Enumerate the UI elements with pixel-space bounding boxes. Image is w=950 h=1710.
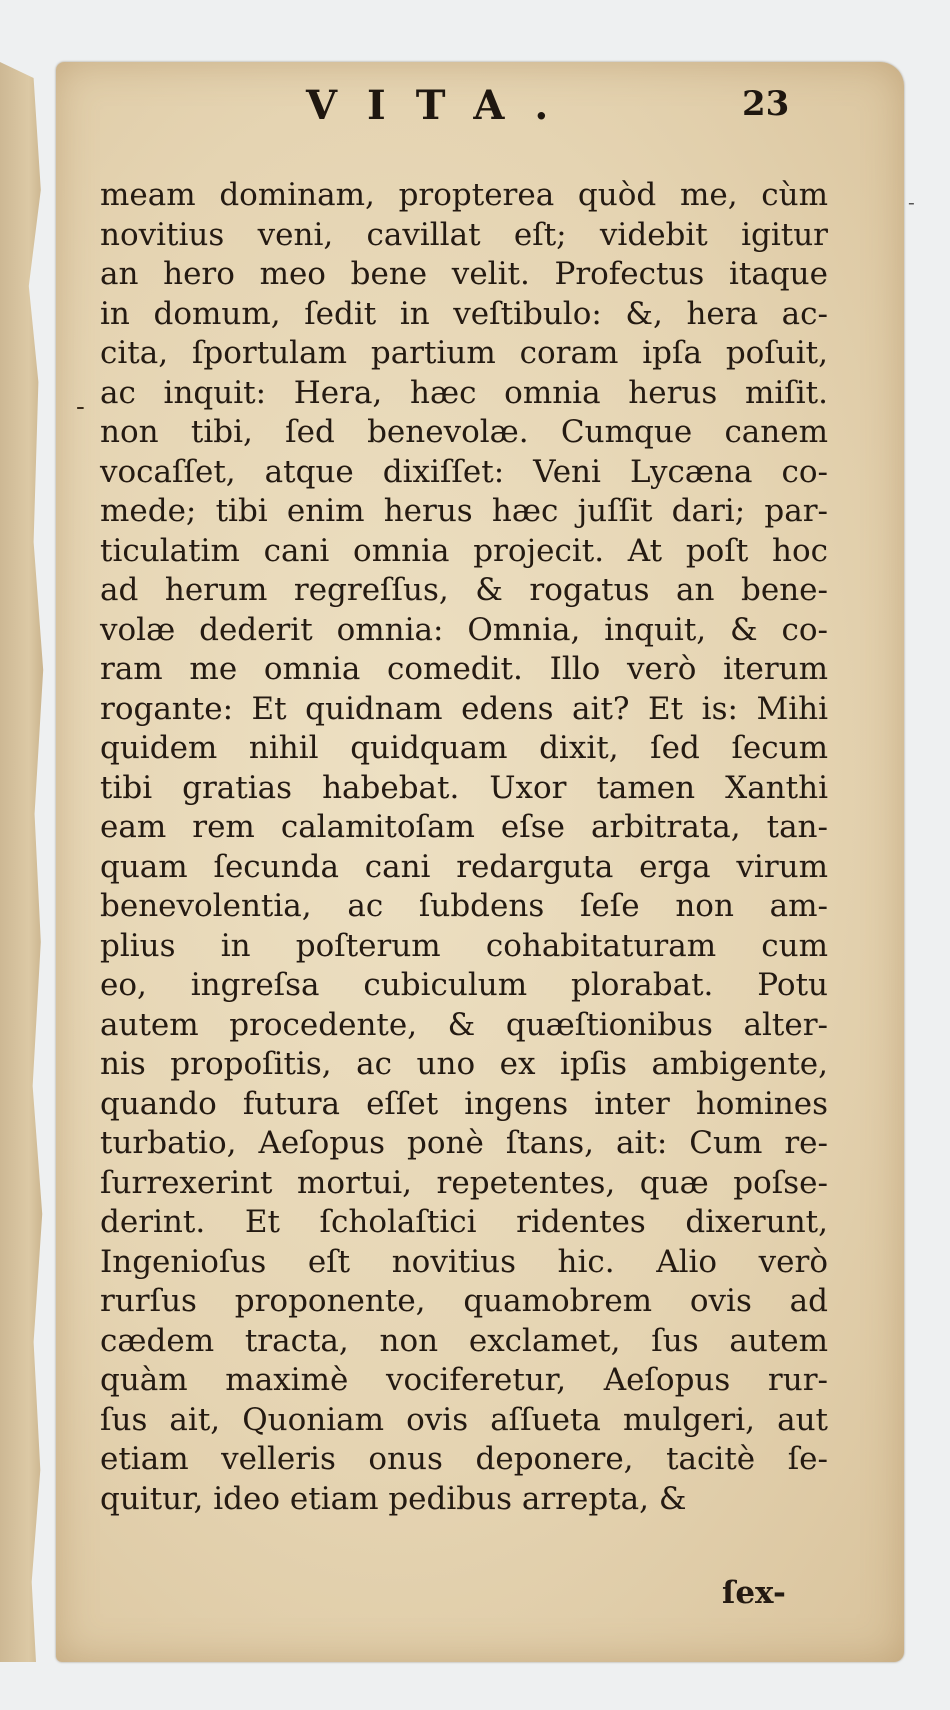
- text-line: ram me omnia comedit. Illo verò iterum: [100, 651, 828, 687]
- text-line: ticulatim cani omnia projecit. At poſt hoc: [100, 532, 828, 569]
- text-line: cædem tracta, non exclamet, ſus autem: [100, 1322, 828, 1359]
- text-line: turbatio, Aeſopus ponè ſtans, ait: Cum re-: [100, 1125, 828, 1161]
- text-line: eam rem calamitoſam eſse arbitrata, tan-: [100, 809, 828, 845]
- text-line: ac inquit: Hera, hæc omnia herus miſit.: [100, 374, 828, 411]
- text-line: meam dominam, propterea quòd me, cùm: [100, 177, 828, 213]
- text-line: autem procedente, & quæſtionibus alter-: [100, 1006, 828, 1043]
- text-line: benevolentia, ac ſubdens ſeſe non am-: [100, 888, 828, 924]
- text-line: non tibi, ſed benevolæ. Cumque canem: [100, 414, 828, 450]
- text-line: volæ dederit omnia: Omnia, inquit, & co-: [100, 611, 828, 648]
- text-line: Ingenioſus eſt novitius hic. Alio verò: [100, 1243, 828, 1280]
- text-line: ad herum regreſſus, & rogatus an bene-: [100, 572, 828, 608]
- text-line: in domum, ſedit in veſtibulo: &, hera ac-: [100, 295, 828, 332]
- edge-mark: -: [908, 190, 915, 214]
- text-line: quitur, ideo etiam pedibus arrepta, &: [100, 1480, 687, 1517]
- catchword: ſex-: [722, 1575, 786, 1611]
- page-header: [0, 82, 950, 134]
- text-line: cita, ſportulam partium coram ipſa poſuit,: [100, 335, 828, 371]
- text-line: eo, ingreſsa cubiculum plorabat. Potu: [100, 967, 828, 1003]
- text-line: etiam velleris onus deponere, tacitè ſe-: [100, 1441, 828, 1477]
- text-line: vocaſſet, atque dixiſſet: Veni Lycæna co-: [100, 453, 828, 490]
- text-line: plius in poſterum cohabitaturam cum: [100, 927, 828, 964]
- text-line: an hero meo bene velit. Profectus itaque: [100, 256, 828, 292]
- text-line: mede; tibi enim herus hæc juſſit dari; par-: [100, 493, 828, 529]
- text-line: ſus ait, Quoniam ovis aſſueta mulgeri, aut: [100, 1401, 828, 1438]
- body-text: [100, 176, 840, 1519]
- text-line: quàm maximè vociferetur, Aeſopus rur-: [100, 1362, 828, 1398]
- text-line: tibi gratias habebat. Uxor tamen Xanthi: [100, 769, 828, 806]
- running-title: VITA.: [306, 82, 579, 129]
- text-line: quando futura eſſet ingens inter homines: [100, 1085, 828, 1122]
- text-line: derint. Et ſcholaſtici ridentes dixerunt,: [100, 1204, 828, 1240]
- text-line: novitius veni, cavillat eſt; videbit igitur: [100, 216, 828, 253]
- text-line: rogante: Et quidnam edens ait? Et is: Mihi: [100, 690, 828, 727]
- text-line: quidem nihil quidquam dixit, ſed ſecum: [100, 730, 828, 766]
- page-number: 23: [742, 84, 790, 124]
- text-line: rurſus proponente, quamobrem ovis ad: [100, 1283, 828, 1319]
- text-line: ſurrexerint mortui, repetentes, quæ poſse-: [100, 1164, 828, 1201]
- margin-mark: -: [76, 392, 85, 422]
- text-line: quam ſecunda cani redarguta erga virum: [100, 848, 828, 885]
- text-line: nis propoſitis, ac uno ex ipſis ambigente,: [100, 1046, 828, 1082]
